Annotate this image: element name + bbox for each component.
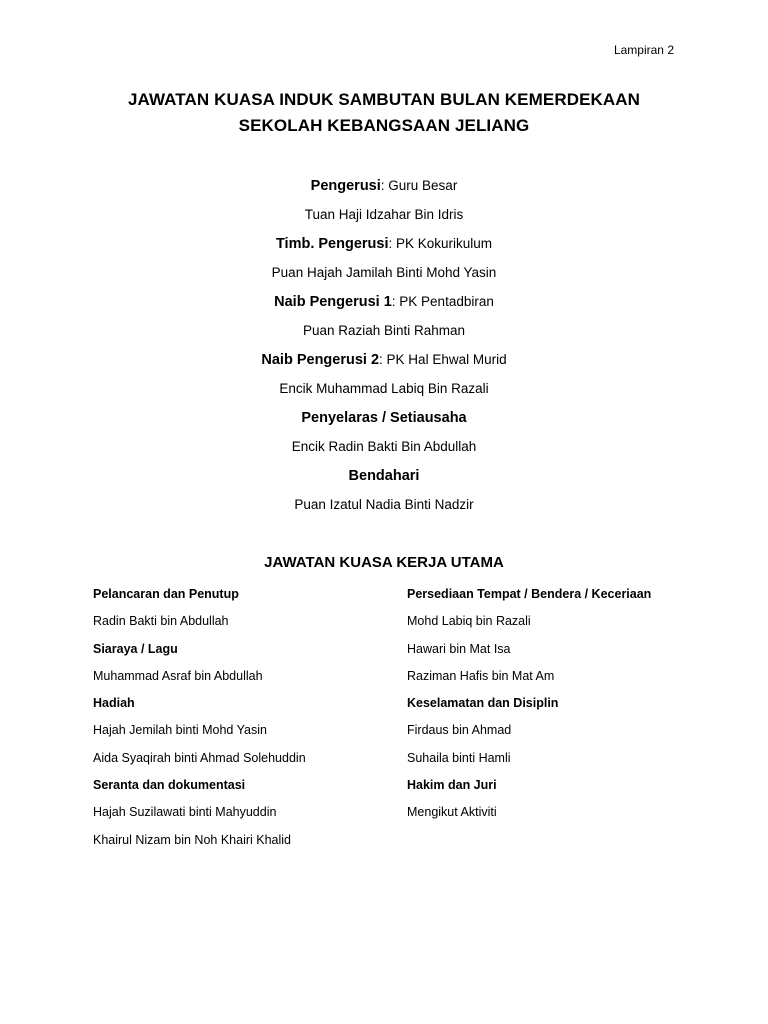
pengerusi-role: : Guru Besar	[380, 178, 458, 193]
list-item: Firdaus bin Ahmad	[407, 723, 512, 738]
timb-pengerusi-role: : PK Kokurikulum	[388, 236, 493, 251]
timb-pengerusi-role-row	[0, 234, 768, 263]
list-item: Mohd Labiq bin Razali	[407, 614, 531, 629]
working-committee-right-column	[407, 586, 651, 832]
bendahari-role-row	[0, 466, 768, 495]
pengerusi-name: Tuan Haji Idzahar Bin Idris	[304, 207, 464, 222]
list-item: Keselamatan dan Disiplin	[407, 696, 559, 711]
document-title-line-2: SEKOLAH KEBANGSAAN JELIANG	[238, 116, 530, 135]
list-item: Aida Syaqirah binti Ahmad Solehuddin	[93, 750, 306, 765]
document-title-line-1: JAWATAN KUASA INDUK SAMBUTAN BULAN KEMERDEKAAN	[127, 90, 641, 109]
penyelaras-name: Encik Radin Bakti Bin Abdullah	[291, 439, 477, 454]
list-item: Pelancaran dan Penutup	[93, 587, 239, 601]
bendahari-name: Puan Izatul Nadia Binti Nadzir	[294, 497, 474, 512]
list-item: Hawari bin Mat Isa	[407, 641, 511, 656]
list-item: Hadiah	[93, 696, 135, 711]
appendix-label: Lampiran 2	[613, 43, 674, 57]
naib-pengerusi-1-name: Puan Raziah Binti Rahman	[302, 323, 466, 338]
working-committee-left-column	[93, 586, 306, 859]
naib-pengerusi-2-name: Encik Muhammad Labiq Bin Razali	[279, 381, 489, 396]
main-committee	[0, 176, 768, 524]
list-item: Khairul Nizam bin Noh Khairi Khalid	[93, 832, 292, 847]
list-item: Persediaan Tempat / Bendera / Keceriaan	[407, 587, 652, 601]
pengerusi-label: Pengerusi	[310, 178, 381, 194]
penyelaras-role-row	[0, 408, 768, 437]
penyelaras-label: Penyelaras / Setiausaha	[301, 410, 467, 426]
list-item: Mengikut Aktiviti	[407, 805, 497, 820]
naib-pengerusi-2-role: : PK Hal Ehwal Murid	[379, 352, 507, 367]
naib-pengerusi-1-label: Naib Pengerusi 1	[274, 294, 392, 310]
naib-pengerusi-2-role-row	[0, 350, 768, 379]
naib-pengerusi-1-role-row	[0, 292, 768, 321]
list-item: Raziman Hafis bin Mat Am	[407, 668, 555, 683]
list-item: Hakim dan Juri	[407, 778, 497, 793]
list-item: Radin Bakti bin Abdullah	[93, 614, 229, 629]
working-committee-title: JAWATAN KUASA KERJA UTAMA	[264, 554, 504, 571]
list-item: Hajah Suzilawati binti Mahyuddin	[93, 805, 277, 820]
bendahari-label: Bendahari	[348, 468, 420, 484]
list-item: Hajah Jemilah binti Mohd Yasin	[93, 723, 267, 738]
pengerusi-role-row	[0, 176, 768, 205]
list-item: Seranta dan dokumentasi	[93, 778, 246, 793]
naib-pengerusi-2-label: Naib Pengerusi 2	[261, 352, 380, 368]
naib-pengerusi-1-role: : PK Pentadbiran	[391, 294, 494, 309]
list-item: Siaraya / Lagu	[93, 641, 178, 656]
list-item: Muhammad Asraf bin Abdullah	[93, 668, 263, 683]
timb-pengerusi-label: Timb. Pengerusi	[275, 236, 389, 252]
timb-pengerusi-name: Puan Hajah Jamilah Binti Mohd Yasin	[271, 265, 497, 280]
list-item: Suhaila binti Hamli	[407, 750, 511, 765]
